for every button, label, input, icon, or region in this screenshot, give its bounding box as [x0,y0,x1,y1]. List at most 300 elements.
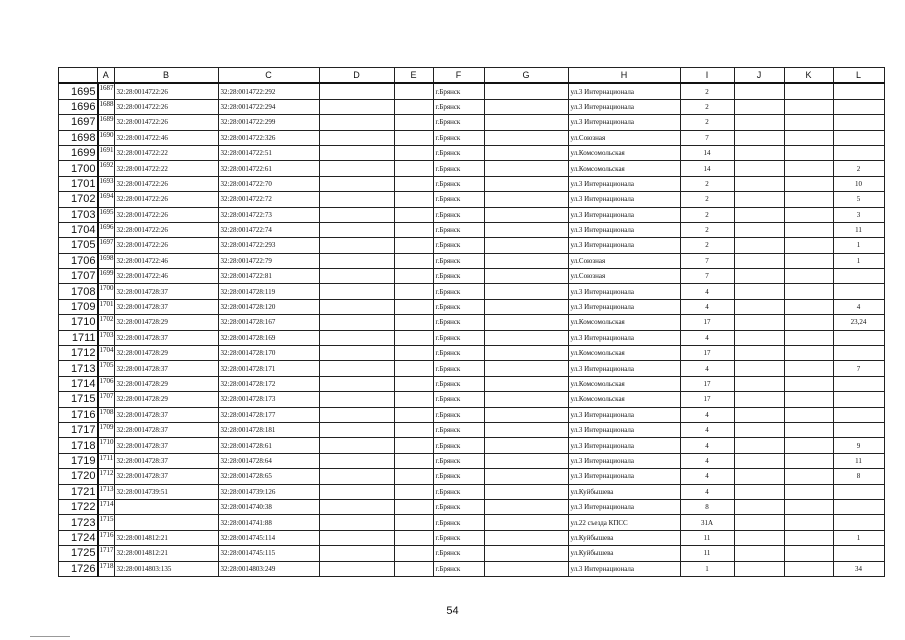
cell-b: 32:28:0014722:46 [114,253,218,268]
cell-b: 32:28:0014722:26 [114,192,218,207]
cell-j [734,499,784,514]
cell-j [734,453,784,468]
cell-h: ул.3 Интернационала [568,361,680,376]
cell-h: ул.Комсомольская [568,392,680,407]
cell-e [394,484,433,499]
cell-c: 32:28:0014722:74 [218,222,319,237]
cell-e [394,438,433,453]
cell-e [394,515,433,530]
cell-f: г.Брянск [433,484,484,499]
cell-k [784,469,833,484]
cell-e [394,407,433,422]
cell-i: 17 [680,376,734,391]
cell-c: 32:28:0014728:177 [218,407,319,422]
cell-f: г.Брянск [433,407,484,422]
cell-c: 32:28:0014722:326 [218,130,319,145]
cell-a: 1690 [98,130,115,145]
cell-i: 7 [680,269,734,284]
row-header: 1713 [59,361,98,376]
cell-g [484,422,568,437]
cell-e [394,207,433,222]
cell-j [734,561,784,576]
cell-g [484,561,568,576]
cell-j [734,376,784,391]
cell-h: ул.Союзная [568,269,680,284]
cell-l [833,145,884,160]
cell-f: г.Брянск [433,346,484,361]
table-row [59,284,885,299]
cell-k [784,330,833,345]
cell-b: 32:28:0014722:46 [114,269,218,284]
cell-a: 1697 [98,238,115,253]
column-header: D [319,68,394,84]
cell-b: 32:28:0014722:22 [114,145,218,160]
cell-f: г.Брянск [433,453,484,468]
row-header: 1710 [59,315,98,330]
cell-c: 32:28:0014739:126 [218,484,319,499]
cell-b: 32:28:0014812:21 [114,530,218,545]
table-row [59,499,885,514]
cell-j [734,469,784,484]
cell-l [833,407,884,422]
cell-g [484,238,568,253]
cell-k [784,99,833,114]
corner-cell [59,68,98,84]
row-header: 1711 [59,330,98,345]
cell-c: 32:28:0014728:64 [218,453,319,468]
cell-h: ул.3 Интернационала [568,207,680,222]
table-row [59,145,885,160]
cell-h: ул.Комсомольская [568,161,680,176]
cell-i: 11 [680,546,734,561]
table-row [59,269,885,284]
cell-b: 32:28:0014728:37 [114,453,218,468]
cell-d [319,130,394,145]
cell-a: 1712 [98,469,115,484]
table-row [59,346,885,361]
cell-c: 32:28:0014722:73 [218,207,319,222]
cell-d [319,346,394,361]
cell-g [484,145,568,160]
cell-i: 11 [680,530,734,545]
cell-l [833,115,884,130]
cell-k [784,407,833,422]
cell-h: ул.Союзная [568,253,680,268]
cell-a: 1688 [98,99,115,114]
cell-b: 32:28:0014739:51 [114,484,218,499]
cell-c: 32:28:0014722:294 [218,99,319,114]
table-row [59,469,885,484]
cell-b: 32:28:0014728:37 [114,422,218,437]
row-header: 1712 [59,346,98,361]
cell-b: 32:28:0014728:37 [114,299,218,314]
cell-h: ул.3 Интернационала [568,115,680,130]
cell-i: 4 [680,361,734,376]
cell-g [484,346,568,361]
cell-a: 1696 [98,222,115,237]
cell-d [319,161,394,176]
cell-k [784,299,833,314]
cell-j [734,438,784,453]
row-header: 1706 [59,253,98,268]
cell-j [734,546,784,561]
cell-e [394,530,433,545]
cell-d [319,453,394,468]
cell-a: 1716 [98,530,115,545]
row-header: 1721 [59,484,98,499]
cell-k [784,207,833,222]
cell-e [394,253,433,268]
cell-h: ул.Куйбышева [568,484,680,499]
cell-a: 1694 [98,192,115,207]
column-header: G [484,68,568,84]
cell-h: ул.3 Интернационала [568,407,680,422]
cell-c: 32:28:0014722:81 [218,269,319,284]
cell-f: г.Брянск [433,530,484,545]
cell-d [319,392,394,407]
table-row [59,361,885,376]
column-header: C [218,68,319,84]
cell-e [394,499,433,514]
cell-k [784,83,833,99]
table-row [59,99,885,114]
cell-i: 1 [680,561,734,576]
cell-k [784,561,833,576]
cell-g [484,253,568,268]
cell-g [484,361,568,376]
table-row [59,453,885,468]
table-row [59,299,885,314]
cell-l [833,83,884,99]
cell-g [484,546,568,561]
cell-k [784,130,833,145]
cell-l: 9 [833,438,884,453]
cell-l: 5 [833,192,884,207]
cell-l: 1 [833,238,884,253]
cell-c: 32:28:0014745:114 [218,530,319,545]
cell-k [784,392,833,407]
cell-b: 32:28:0014728:37 [114,330,218,345]
cell-j [734,253,784,268]
cell-l: 11 [833,222,884,237]
cell-e [394,469,433,484]
table-row [59,192,885,207]
row-header: 1717 [59,422,98,437]
cell-c: 32:28:0014803:249 [218,561,319,576]
cell-c: 32:28:0014728:181 [218,422,319,437]
cell-f: г.Брянск [433,422,484,437]
cell-e [394,546,433,561]
cell-j [734,176,784,191]
row-header: 1716 [59,407,98,422]
cell-d [319,315,394,330]
cell-g [484,438,568,453]
cell-l [833,130,884,145]
cell-k [784,315,833,330]
cell-f: г.Брянск [433,561,484,576]
cell-j [734,299,784,314]
cell-k [784,346,833,361]
cell-c: 32:28:0014740:38 [218,499,319,514]
table-row [59,130,885,145]
cell-j [734,407,784,422]
cell-j [734,530,784,545]
cell-l [833,99,884,114]
cell-b: 32:28:0014722:26 [114,99,218,114]
cell-i: 2 [680,83,734,99]
cell-j [734,315,784,330]
cell-f: г.Брянск [433,546,484,561]
cell-d [319,361,394,376]
cell-i: 4 [680,453,734,468]
cell-l [833,284,884,299]
cell-l: 34 [833,561,884,576]
cell-d [319,422,394,437]
cell-g [484,161,568,176]
table-row [59,83,885,99]
cell-e [394,361,433,376]
cell-l: 23,24 [833,315,884,330]
cell-c: 32:28:0014728:61 [218,438,319,453]
cell-b: 32:28:0014812:21 [114,546,218,561]
cell-e [394,83,433,99]
column-header: B [114,68,218,84]
cell-j [734,284,784,299]
cell-d [319,284,394,299]
cell-l [833,422,884,437]
table-row [59,238,885,253]
row-header: 1724 [59,530,98,545]
row-header: 1718 [59,438,98,453]
cell-h: ул.22 съезда КПСС [568,515,680,530]
cell-c: 32:28:0014722:70 [218,176,319,191]
cell-k [784,361,833,376]
cell-g [484,176,568,191]
cell-a: 1713 [98,484,115,499]
cell-b: 32:28:0014728:29 [114,376,218,391]
row-header: 1704 [59,222,98,237]
cell-c: 32:28:0014722:72 [218,192,319,207]
cell-g [484,222,568,237]
cell-h: ул.3 Интернационала [568,238,680,253]
cell-a: 1708 [98,407,115,422]
cell-i: 4 [680,330,734,345]
cell-a: 1693 [98,176,115,191]
register-table [58,67,885,577]
cell-k [784,515,833,530]
cell-e [394,422,433,437]
cell-l: 11 [833,453,884,468]
cell-e [394,130,433,145]
table-row [59,315,885,330]
column-header: A [98,68,115,84]
cell-b: 32:28:0014722:26 [114,115,218,130]
cell-l [833,515,884,530]
cell-k [784,546,833,561]
cell-i: 2 [680,238,734,253]
cell-l [833,484,884,499]
cell-h: ул.Куйбышева [568,530,680,545]
cell-a: 1710 [98,438,115,453]
cell-j [734,269,784,284]
row-header: 1696 [59,99,98,114]
cell-i: 17 [680,392,734,407]
cell-d [319,83,394,99]
table-row [59,515,885,530]
cell-l: 1 [833,530,884,545]
cell-l: 7 [833,361,884,376]
column-header: F [433,68,484,84]
cell-c: 32:28:0014741:88 [218,515,319,530]
cell-h: ул.3 Интернационала [568,222,680,237]
cell-a: 1703 [98,330,115,345]
cell-d [319,145,394,160]
cell-e [394,145,433,160]
cell-g [484,453,568,468]
cell-c: 32:28:0014722:293 [218,238,319,253]
cell-l [833,269,884,284]
table-row [59,115,885,130]
scan-mark [30,636,70,637]
cell-c: 32:28:0014722:51 [218,145,319,160]
cell-b: 32:28:0014803:135 [114,561,218,576]
cell-j [734,130,784,145]
cell-c: 32:28:0014722:292 [218,83,319,99]
cell-g [484,407,568,422]
cell-b: 32:28:0014722:26 [114,222,218,237]
cell-c: 32:28:0014745:115 [218,546,319,561]
row-header: 1709 [59,299,98,314]
cell-k [784,484,833,499]
cell-g [484,499,568,514]
cell-b: 32:28:0014728:37 [114,361,218,376]
column-header: J [734,68,784,84]
cell-f: г.Брянск [433,207,484,222]
cell-i: 31А [680,515,734,530]
cell-j [734,515,784,530]
cell-i: 7 [680,253,734,268]
cell-j [734,222,784,237]
cell-a: 1687 [98,83,115,99]
cell-j [734,115,784,130]
row-header: 1720 [59,469,98,484]
cell-f: г.Брянск [433,145,484,160]
cell-g [484,376,568,391]
cell-d [319,238,394,253]
cell-j [734,330,784,345]
cell-j [734,392,784,407]
cell-b: 32:28:0014722:46 [114,130,218,145]
cell-i: 2 [680,207,734,222]
cell-d [319,330,394,345]
cell-k [784,499,833,514]
cell-g [484,115,568,130]
cell-h: ул.3 Интернационала [568,99,680,114]
cell-k [784,530,833,545]
cell-i: 17 [680,346,734,361]
cell-g [484,469,568,484]
cell-b: 32:28:0014728:37 [114,284,218,299]
cell-j [734,207,784,222]
cell-b: 32:28:0014728:29 [114,346,218,361]
cell-e [394,115,433,130]
column-header: K [784,68,833,84]
cell-j [734,83,784,99]
row-header: 1725 [59,546,98,561]
row-header: 1695 [59,83,98,99]
cell-k [784,422,833,437]
cell-l [833,346,884,361]
cell-d [319,407,394,422]
table-row [59,407,885,422]
cell-d [319,530,394,545]
cell-a: 1705 [98,361,115,376]
cell-e [394,561,433,576]
cell-c: 32:28:0014722:61 [218,161,319,176]
cell-j [734,99,784,114]
cell-h: ул.3 Интернационала [568,284,680,299]
cell-f: г.Брянск [433,161,484,176]
cell-b [114,515,218,530]
cell-d [319,546,394,561]
cell-b: 32:28:0014728:37 [114,469,218,484]
row-header: 1726 [59,561,98,576]
cell-d [319,253,394,268]
cell-l [833,499,884,514]
cell-e [394,192,433,207]
cell-a: 1709 [98,422,115,437]
cell-k [784,238,833,253]
row-header: 1698 [59,130,98,145]
cell-g [484,83,568,99]
cell-j [734,422,784,437]
cell-c: 32:28:0014728:65 [218,469,319,484]
cell-j [734,192,784,207]
cell-c: 32:28:0014728:173 [218,392,319,407]
cell-k [784,253,833,268]
cell-c: 32:28:0014722:79 [218,253,319,268]
cell-f: г.Брянск [433,438,484,453]
cell-g [484,515,568,530]
cell-c: 32:28:0014728:171 [218,361,319,376]
cell-e [394,376,433,391]
column-header-row [59,68,885,84]
cell-b: 32:28:0014728:37 [114,438,218,453]
cell-a: 1718 [98,561,115,576]
cell-l: 10 [833,176,884,191]
cell-g [484,207,568,222]
cell-h: ул.Комсомольская [568,376,680,391]
row-header: 1707 [59,269,98,284]
table-row [59,422,885,437]
column-header: I [680,68,734,84]
row-header: 1715 [59,392,98,407]
cell-b: 32:28:0014722:26 [114,83,218,99]
cell-d [319,192,394,207]
cell-i: 8 [680,499,734,514]
cell-h: ул.3 Интернационала [568,453,680,468]
table-row [59,530,885,545]
cell-f: г.Брянск [433,269,484,284]
cell-k [784,145,833,160]
row-header: 1705 [59,238,98,253]
cell-e [394,315,433,330]
cell-h: ул.3 Интернационала [568,499,680,514]
cell-d [319,484,394,499]
cell-g [484,192,568,207]
cell-d [319,269,394,284]
row-header: 1714 [59,376,98,391]
